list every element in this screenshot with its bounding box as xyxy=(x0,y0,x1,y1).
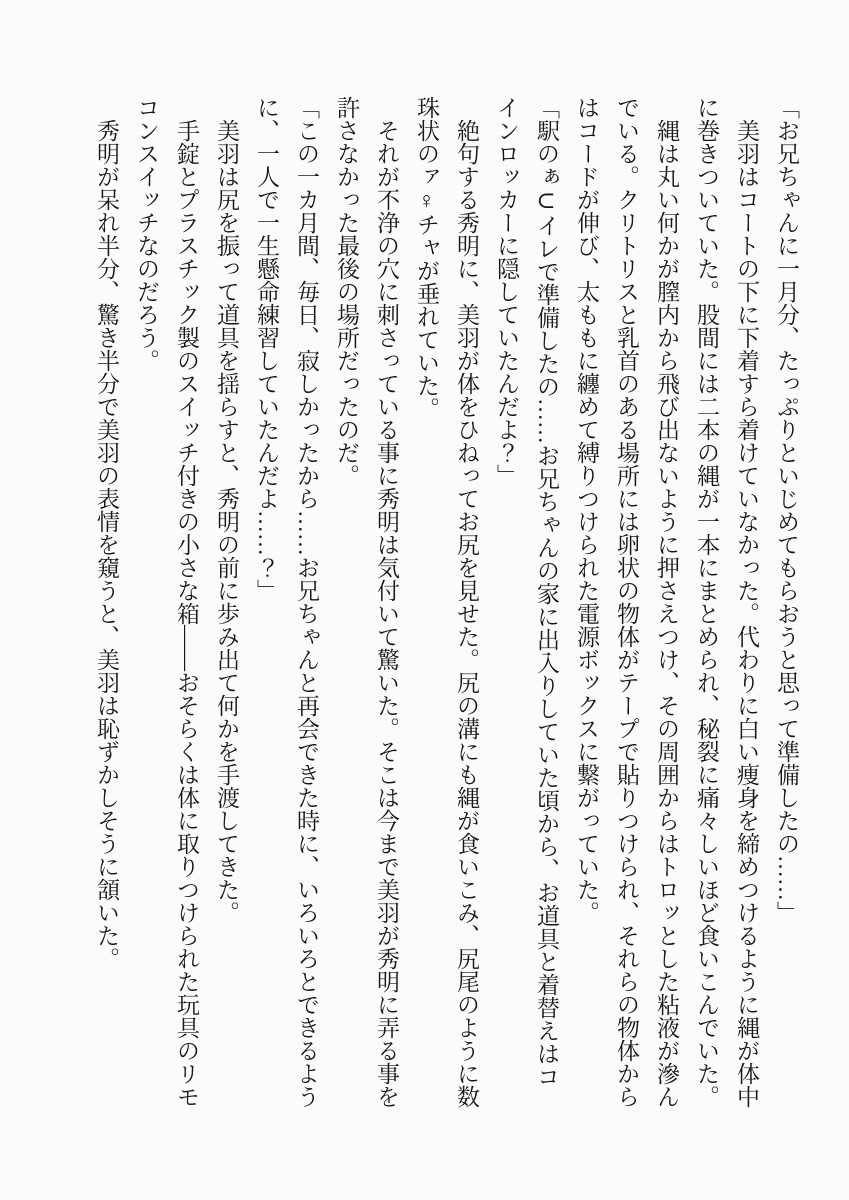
paragraph-dialogue: 「お兄ちゃんに一月分、たっぷりといじめてもらおうと思って準備したの……」 xyxy=(774,96,799,924)
novel-text-block xyxy=(86,96,806,1108)
paragraph-narrative: 美羽は尻を振って道具を揺らすと、秀明の前に歩み出て何かを手渡してきた。 xyxy=(214,119,239,924)
paragraph-narrative: 秀明が呆れ半分、驚き半分で美羽の表情を窺うと、美羽は恥ずかしそうに頷いた。 xyxy=(94,119,119,970)
paragraph-narrative: それが不浄の穴に刺さっている事に秀明は気付いて驚いた。そこは今まで美羽が秀明に弄る事を許さなかった最後の場所だったのだ。 xyxy=(334,96,399,1108)
paragraph-dialogue: 「駅のぁ⊂イレで準備したの……お兄ちゃんの家に出入りしていた頃から、お道具と着替えはコインロッカーに隠していたんだよ？」 xyxy=(494,96,559,1088)
paragraph-narrative: 絶句する秀明に、美羽が体をひねってお尻を見せた。尻の溝にも縄が食いこみ、尻尾のように数珠状のァ♀チャが垂れていた。 xyxy=(414,96,479,1108)
paragraph-narrative: 縄は丸い何かが膣内から飛び出ないように押さえつけ、その周囲からはトロッとした粘液が滲んでいる。クリトリスと乳首のある場所には卵状の物体がテープで貼りつけられ、それらの物体からはコードが伸び、太ももに纏めて縛りつけられた電源ボックスに繋がっていた。 xyxy=(574,96,679,1108)
paragraph-dialogue: 「この一カ月間、毎日、寂しかったから……お兄ちゃんと再会できた時に、いろいろとできるように、一人で一生懸命練習していたんだよ……？」 xyxy=(254,96,319,1108)
paragraph-narrative: 手錠とプラスチック製のスイッチ付きの小さな箱——おそらくは体に取りつけられた玩具のリモコンスイッチなのだろう。 xyxy=(134,96,199,1108)
paragraph-narrative: 美羽はコートの下に下着すら着けていなかった。代わりに白い痩身を締めつけるように縄が体中に巻きついていた。股間には二本の縄が一本にまとめられ、秘裂に痛々しいほど食いこんでいた。 xyxy=(694,96,759,1108)
